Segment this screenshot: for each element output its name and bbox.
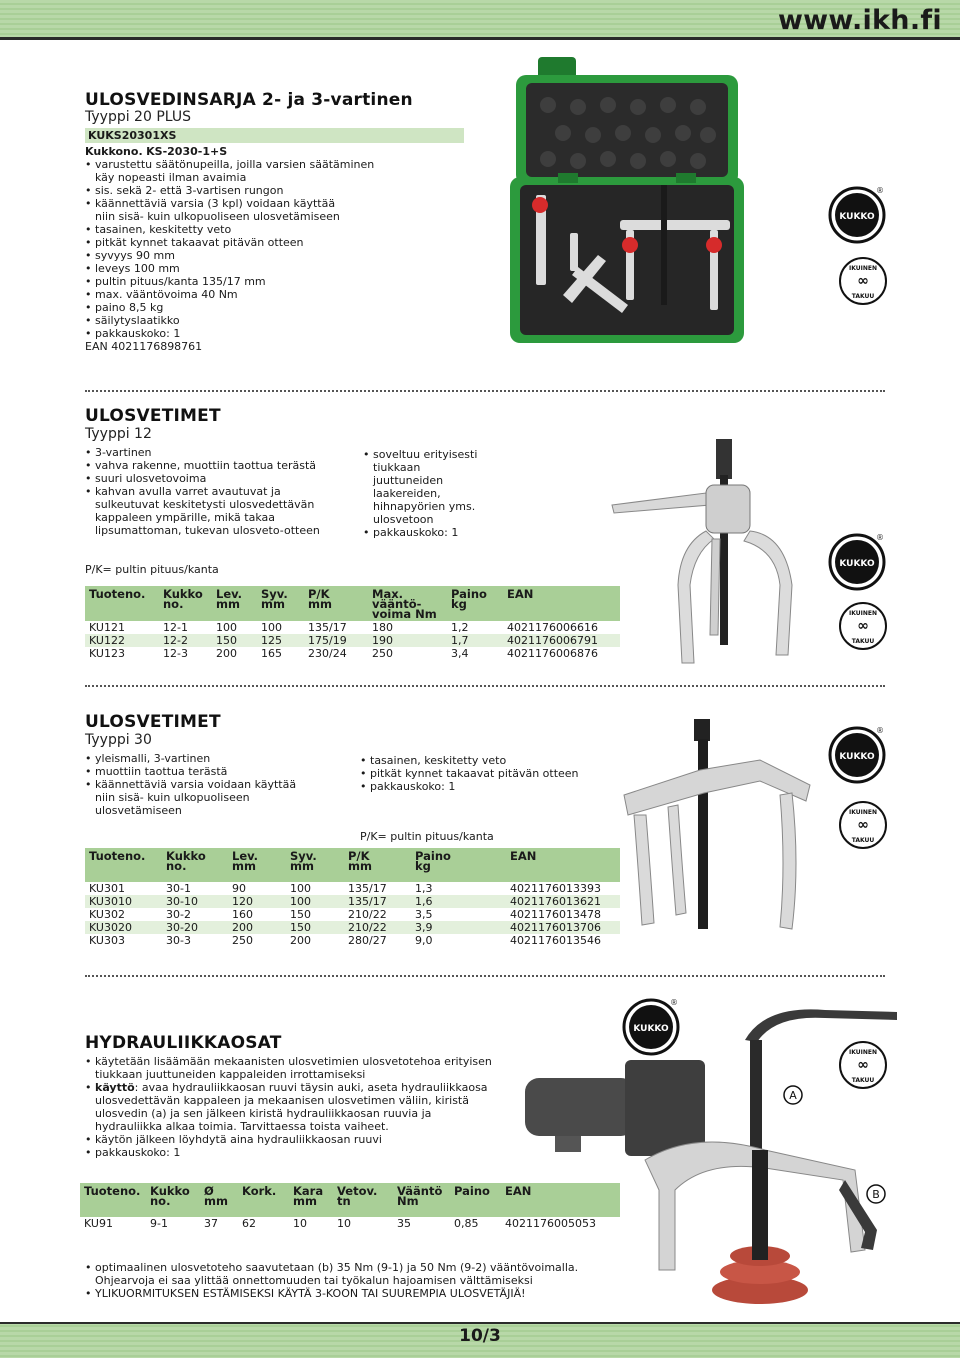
s1-bullet-cont: niin sisä- kuin ulkopuoliseen ulosvetämiseen (95, 210, 340, 223)
s1-bullet: • säilytyslaatikko (85, 314, 465, 327)
puller-30-image (620, 715, 820, 940)
s1-bullet: • leveys 100 mm (85, 262, 465, 275)
s3-subtitle: Tyyppi 30 (85, 732, 152, 748)
takuu-bottom-text: TAKUU (851, 293, 875, 300)
s3-spec-table (85, 848, 620, 947)
s2-spec-table (85, 586, 620, 660)
s3-title: ULOSVETIMET (85, 712, 221, 732)
s4-bullet-cont: ulosvedin (a) ja sen jälkeen kiristä hydrauliikkaosan ruuvia ja (95, 1107, 432, 1120)
s2-title: ULOSVETIMET (85, 406, 221, 426)
s3-bullet: • pakkauskoko: 1 (360, 780, 620, 793)
s1-bullet: • sis. sekä 2- että 3-vartisen rungon (85, 184, 465, 197)
table-row: KU91 9-1 37 62 10 10 35 0,85 4021176005053 (84, 1217, 596, 1230)
s1-subtitle: Tyyppi 20 PLUS (85, 109, 191, 125)
s3-bullet: • pitkät kynnet takaavat pitävän otteen (360, 767, 620, 780)
registered-mark: ® (670, 998, 678, 1007)
s2-bullet-cont: tiukkaan (373, 461, 421, 474)
table-header-row (85, 586, 620, 621)
col-header: EAN (503, 586, 620, 621)
col-header: Kukko no. (162, 848, 228, 882)
site-url[interactable]: www.ikh.fi (777, 5, 942, 36)
s2-subtitle: Tyyppi 12 (85, 426, 152, 442)
col-header: Paino kg (447, 586, 503, 621)
page-number: 10/3 (459, 1326, 501, 1346)
table-row: KU122 12-2 150 125 175/19 190 1,7 4021176006791 (85, 634, 620, 647)
col-header: EAN (506, 848, 620, 882)
s3-bullet-cont: ulosvetämiseen (95, 804, 182, 817)
s1-bullet: • syvyys 90 mm (85, 249, 465, 262)
col-header: Kukko no. (159, 586, 212, 621)
takuu-top-text: IKUINEN (848, 265, 878, 272)
s3-bullets-right (360, 754, 620, 793)
col-header: Vetov. tn (333, 1183, 393, 1217)
col-header: P/K mm (344, 848, 411, 882)
svg-text:TAKUU: TAKUU (851, 638, 875, 645)
s2-bullet-cont: kappaleen ympärille, mikä takaa (95, 511, 275, 524)
s1-title: ULOSVEDINSARJA 2- ja 3-vartinen (85, 90, 413, 110)
svg-text:∞: ∞ (857, 273, 869, 289)
s4-footnote: • YLIKUORMITUKSEN ESTÄMISEKSI KÄYTÄ 3-KOON TAI SUUREMPIA ULOSVETÄJIÄ! (85, 1287, 645, 1300)
s2-bullet-cont: juuttuneiden (373, 474, 444, 487)
s4-bullet-cont: hydrauliikka alkaa toimia. Tarvittaessa toista vaiheet. (95, 1120, 389, 1133)
s1-ean: EAN 4021176898761 (85, 340, 203, 353)
s4-bullet: • pakkauskoko: 1 (85, 1146, 515, 1159)
col-header: Vääntö Nm (393, 1183, 450, 1217)
svg-text:∞: ∞ (857, 817, 869, 833)
s3-bullet: • tasainen, keskitetty veto (360, 754, 620, 767)
svg-text:KUKKO: KUKKO (633, 1024, 669, 1034)
s2-note: P/K= pultin pituus/kanta (85, 563, 219, 576)
s2-bullet: • kahvan avulla varret avautuvat ja (85, 485, 355, 498)
puller-case-image (508, 55, 746, 345)
label-b: B (872, 1188, 880, 1201)
table-row: KU121 12-1 100 100 135/17 180 1,2 4021176006616 (89, 621, 598, 634)
s1-bullet: • käännettäviä varsia (3 kpl) voidaan käyttää (85, 197, 465, 210)
col-header: Tuoteno. (85, 848, 162, 882)
s4-bullet: • käytön jälkeen löyhdytä aina hydrauliikkaosan ruuvi (85, 1133, 515, 1146)
col-header: Kara mm (289, 1183, 333, 1217)
takuu-badge (838, 601, 888, 651)
s1-contents-value: KS-2030-1+S (146, 145, 228, 158)
s1-bullet-cont: käy nopeasti ilman avaimia (95, 171, 247, 184)
s3-bullet: • käännettäviä varsia voidaan käyttää (85, 778, 345, 791)
header-rule (0, 37, 960, 40)
s1-code: KUKS20301XS (85, 128, 464, 143)
s3-bullets-left (85, 752, 345, 817)
s3-note: P/K= pultin pituus/kanta (360, 830, 494, 843)
col-header: Ø mm (200, 1183, 238, 1217)
s1-bullet: • varustettu säätönupeilla, joilla varsien säätäminen (85, 158, 465, 171)
s4-bullet-cont: tiukkaan juuttuneiden kappaleiden irrottamiseksi (95, 1068, 366, 1081)
puller-12-image (610, 435, 810, 670)
svg-text:KUKKO: KUKKO (839, 752, 875, 762)
svg-text:KUKKO: KUKKO (839, 559, 875, 569)
s2-bullet: • soveltuu erityisesti (363, 448, 513, 461)
table-row: KU3020 30-20 200 150 210/22 3,9 4021176013706 (85, 921, 620, 934)
s2-bullet-cont: sulkeutuvat keskitetysti ulosvedettävän (95, 498, 315, 511)
table-row: KU123 12-3 200 165 230/24 250 3,4 4021176006876 (89, 647, 598, 660)
col-header: Tuoteno. (80, 1183, 146, 1217)
s1-bullet: • paino 8,5 kg (85, 301, 465, 314)
section-divider (85, 685, 885, 687)
table-header-row (85, 848, 620, 882)
s4-bullet-cont: ulosvedettävän kappaleen ja mekaanisen ulosvetimen väliin, kiristä (95, 1094, 469, 1107)
s1-contents (85, 145, 227, 158)
s1-contents-label: Kukkono. (85, 145, 143, 158)
col-header: Lev. mm (212, 586, 257, 621)
s2-bullet: • vahva rakenne, muottiin taottua terästä (85, 459, 355, 472)
svg-text:IKUINEN: IKUINEN (848, 610, 878, 617)
takuu-badge (838, 800, 888, 850)
registered-mark: ® (876, 726, 884, 735)
s2-bullets-right (363, 448, 513, 539)
table-row: KU302 30-2 160 150 210/22 3,5 4021176013478 (89, 908, 601, 921)
s2-bullet: • 3-vartinen (85, 446, 355, 459)
col-header: Max. vääntö- voima Nm (368, 586, 447, 621)
s4-footnote-cont: Ohjearvoja ei saa ylittää onnettomuuden tai työkalun hajoamisen välttämiseksi (95, 1274, 533, 1287)
col-header: Syv. mm (257, 586, 304, 621)
col-header: Paino (450, 1183, 501, 1217)
svg-text:TAKUU: TAKUU (851, 1077, 875, 1084)
table-row: KU301 30-1 90 100 135/17 1,3 4021176013393 (89, 882, 601, 895)
s4-bullet: • käytetään lisäämään mekaanisten ulosvetimien ulosvetotehoa erityisen (85, 1055, 515, 1068)
registered-mark: ® (876, 533, 884, 542)
kukko-logo-text: KUKKO (839, 212, 875, 222)
col-header: Kork. (238, 1183, 289, 1217)
svg-text:IKUINEN: IKUINEN (848, 1049, 878, 1056)
s1-bullets (85, 158, 465, 340)
s1-bullet: • tasainen, keskitetty veto (85, 223, 465, 236)
col-header: Tuoteno. (85, 586, 159, 621)
s2-bullet: • suuri ulosvetovoima (85, 472, 355, 485)
col-header: P/K mm (304, 586, 368, 621)
s2-bullet-cont: hihnapyörien yms. (373, 500, 476, 513)
s3-bullet: • muottiin taottua terästä (85, 765, 345, 778)
col-header: Kukko no. (146, 1183, 200, 1217)
footer-rule (0, 1322, 960, 1324)
s1-bullet: • pultin pituus/kanta 135/17 mm (85, 275, 465, 288)
s1-bullet: • max. vääntövoima 40 Nm (85, 288, 465, 301)
svg-text:∞: ∞ (857, 1057, 869, 1073)
s1-bullet: • pakkauskoko: 1 (85, 327, 465, 340)
s3-bullet: • yleismalli, 3-vartinen (85, 752, 345, 765)
col-header: Syv. mm (286, 848, 344, 882)
s2-bullet-cont: ulosvetoon (373, 513, 434, 526)
s3-bullet-cont: niin sisä- kuin ulkopuoliseen (95, 791, 250, 804)
takuu-badge (838, 256, 888, 306)
s2-bullet: • pakkauskoko: 1 (363, 526, 513, 539)
s4-title: HYDRAULIIKKAOSAT (85, 1033, 282, 1053)
s2-bullets-left (85, 446, 355, 537)
svg-text:TAKUU: TAKUU (851, 837, 875, 844)
s4-footnote: • optimaalinen ulosvetoteho saavutetaan (b) 35 Nm (9-1) ja 50 Nm (9-2) vääntövoimalla. (85, 1261, 645, 1274)
s1-bullet: • pitkät kynnet takaavat pitävän otteen (85, 236, 465, 249)
s2-bullet-cont: laakereiden, (373, 487, 441, 500)
table-row: KU303 30-3 250 200 280/27 9,0 4021176013546 (89, 934, 601, 947)
col-header: Paino kg (411, 848, 506, 882)
table-row: KU3010 30-10 120 100 135/17 1,6 4021176013621 (85, 895, 620, 908)
s4-bullet: • käyttö: avaa hydrauliikkaosan ruuvi täysin auki, aseta hydrauliikkaosa (85, 1081, 515, 1094)
s4-bullets (85, 1055, 515, 1159)
svg-text:∞: ∞ (857, 618, 869, 634)
label-a: A (789, 1089, 797, 1102)
section-divider (85, 975, 885, 977)
takuu-badge (838, 1040, 888, 1090)
s2-bullet-cont: lipsumattoman, tukevan ulosveto-otteen (95, 524, 320, 537)
registered-mark: ® (876, 186, 884, 195)
svg-text:IKUINEN: IKUINEN (848, 809, 878, 816)
col-header: Lev. mm (228, 848, 286, 882)
section-divider (85, 390, 885, 392)
col-header: EAN (501, 1183, 620, 1217)
